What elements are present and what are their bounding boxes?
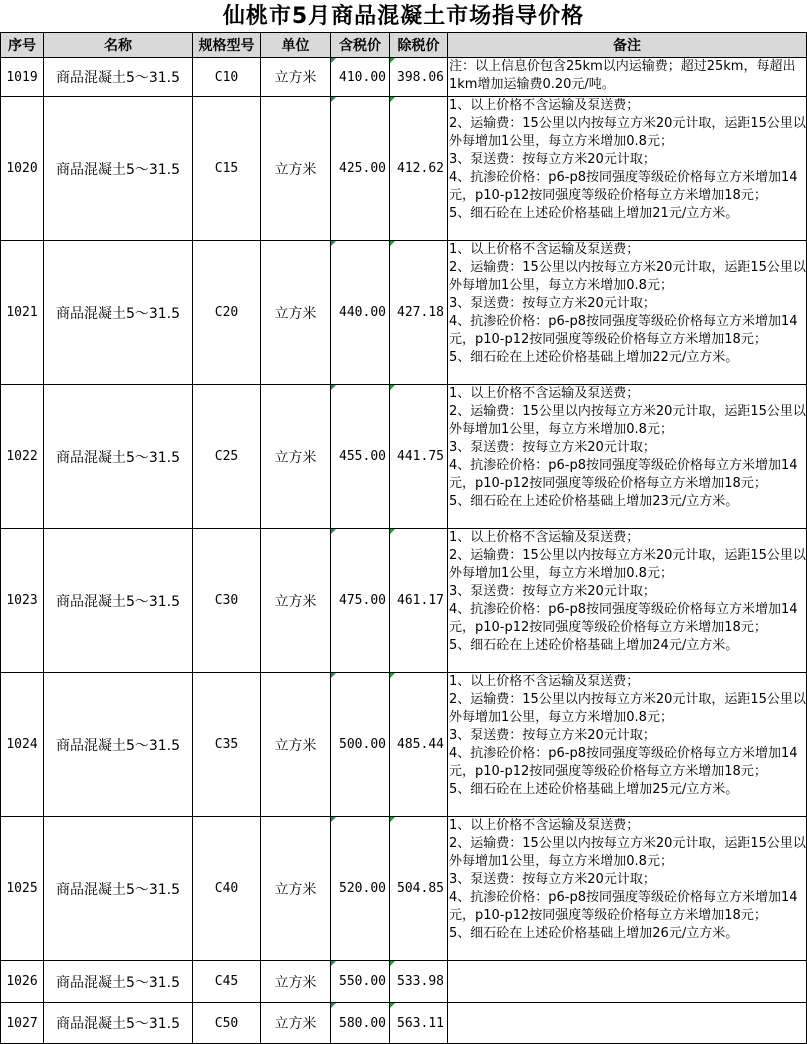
cell-price-tax[interactable]: 550.00 [331, 961, 390, 1003]
cell-id[interactable]: 1026 [1, 961, 44, 1003]
cell-price-notax[interactable]: 427.18 [390, 241, 448, 385]
header-id[interactable]: 序号 [1, 33, 44, 58]
cell-note[interactable] [448, 241, 807, 385]
cell-unit[interactable]: 立方米 [261, 673, 331, 817]
cell-spec[interactable]: C35 [193, 673, 261, 817]
table-row [1, 1003, 807, 1044]
table-row [1, 241, 807, 385]
table-row [1, 673, 807, 817]
cell-id[interactable]: 1021 [1, 241, 44, 385]
cell-spec[interactable]: C20 [193, 241, 261, 385]
note-line: 1、以上价格不含运输及泵送费； [449, 674, 640, 689]
cell-price-notax[interactable]: 441.75 [390, 385, 448, 529]
note-line: 3、泵送费：按每立方米20元计取； [449, 728, 656, 743]
note-line: 5、细石砼在上述砼价格基础上增加22元/立方米。 [449, 350, 739, 365]
note-line: 注：以上信息价包含25km以内运输费；超过25km，每超出1km增加运输费0.20元/吨。 [449, 59, 796, 92]
cell-unit[interactable]: 立方米 [261, 961, 331, 1003]
cell-price-tax[interactable]: 455.00 [331, 385, 390, 529]
cell-unit[interactable]: 立方米 [261, 385, 331, 529]
cell-id[interactable]: 1022 [1, 385, 44, 529]
cell-note[interactable] [448, 58, 807, 97]
note-line: 5、细石砼在上述砼价格基础上增加24元/立方米。 [449, 638, 739, 653]
cell-note[interactable] [448, 529, 807, 673]
cell-price-tax[interactable]: 410.00 [331, 58, 390, 97]
note-line: 3、泵送费：按每立方米20元计取； [449, 584, 656, 599]
cell-price-notax[interactable]: 461.17 [390, 529, 448, 673]
cell-note[interactable] [448, 961, 807, 1003]
note-line: 4、抗渗砼价格：p6-p8按同强度等级砼价格每立方米增加14元，p10-p12按同强度等级砼价格每立方米增加18元； [449, 458, 798, 491]
note-line: 2、运输费：15公里以内按每立方米20元计取，运距15公里以外每增加1公里，每立方米增加0.8元； [449, 116, 806, 149]
cell-price-notax[interactable]: 504.85 [390, 817, 448, 961]
note-line: 5、细石砼在上述砼价格基础上增加23元/立方米。 [449, 494, 739, 509]
cell-name[interactable]: 商品混凝土5～31.5 [44, 241, 193, 385]
note-line: 4、抗渗砼价格：p6-p8按同强度等级砼价格每立方米增加14元，p10-p12按同强度等级砼价格每立方米增加18元； [449, 890, 798, 923]
note-line: 2、运输费：15公里以内按每立方米20元计取，运距15公里以外每增加1公里，每立方米增加0.8元； [449, 260, 806, 293]
cell-unit[interactable]: 立方米 [261, 817, 331, 961]
cell-spec[interactable]: C25 [193, 385, 261, 529]
cell-unit[interactable]: 立方米 [261, 58, 331, 97]
cell-spec[interactable]: C40 [193, 817, 261, 961]
note-line: 2、运输费：15公里以内按每立方米20元计取，运距15公里以外每增加1公里，每立方米增加0.8元； [449, 548, 806, 581]
cell-id[interactable]: 1019 [1, 58, 44, 97]
note-line: 3、泵送费：按每立方米20元计取； [449, 872, 656, 887]
cell-price-notax[interactable]: 485.44 [390, 673, 448, 817]
cell-name[interactable]: 商品混凝土5～31.5 [44, 961, 193, 1003]
cell-id[interactable]: 1023 [1, 529, 44, 673]
cell-price-notax[interactable]: 412.62 [390, 97, 448, 241]
cell-price-notax[interactable]: 563.11 [390, 1003, 448, 1044]
cell-name[interactable]: 商品混凝土5～31.5 [44, 1003, 193, 1044]
cell-note[interactable] [448, 97, 807, 241]
cell-note[interactable] [448, 1003, 807, 1044]
price-table [0, 32, 807, 1044]
cell-note[interactable] [448, 673, 807, 817]
cell-unit[interactable]: 立方米 [261, 97, 331, 241]
cell-price-notax[interactable]: 398.06 [390, 58, 448, 97]
note-line: 4、抗渗砼价格：p6-p8按同强度等级砼价格每立方米增加14元，p10-p12按同强度等级砼价格每立方米增加18元； [449, 170, 798, 203]
note-line: 4、抗渗砼价格：p6-p8按同强度等级砼价格每立方米增加14元，p10-p12按同强度等级砼价格每立方米增加18元； [449, 746, 798, 779]
cell-unit[interactable]: 立方米 [261, 1003, 331, 1044]
sheet-title: 仙桃市5月商品混凝土市场指导价格 [222, 4, 585, 29]
note-line: 4、抗渗砼价格：p6-p8按同强度等级砼价格每立方米增加14元，p10-p12按同强度等级砼价格每立方米增加18元； [449, 314, 798, 347]
header-spec[interactable]: 规格型号 [193, 33, 261, 58]
note-line: 3、泵送费：按每立方米20元计取； [449, 152, 656, 167]
note-line: 3、泵送费：按每立方米20元计取； [449, 296, 656, 311]
note-line: 2、运输费：15公里以内按每立方米20元计取，运距15公里以外每增加1公里，每立方米增加0.8元； [449, 692, 806, 725]
cell-price-tax[interactable]: 520.00 [331, 817, 390, 961]
note-line: 2、运输费：15公里以内按每立方米20元计取，运距15公里以外每增加1公里，每立方米增加0.8元； [449, 836, 806, 869]
cell-id[interactable]: 1025 [1, 817, 44, 961]
note-line: 1、以上价格不含运输及泵送费； [449, 386, 640, 401]
cell-price-notax[interactable]: 533.98 [390, 961, 448, 1003]
note-line: 5、细石砼在上述砼价格基础上增加26元/立方米。 [449, 926, 739, 941]
cell-name[interactable]: 商品混凝土5～31.5 [44, 817, 193, 961]
cell-unit[interactable]: 立方米 [261, 241, 331, 385]
note-line: 4、抗渗砼价格：p6-p8按同强度等级砼价格每立方米增加14元，p10-p12按同强度等级砼价格每立方米增加18元； [449, 602, 798, 635]
note-line: 1、以上价格不含运输及泵送费； [449, 818, 640, 833]
note-line: 5、细石砼在上述砼价格基础上增加25元/立方米。 [449, 782, 739, 797]
cell-spec[interactable]: C50 [193, 1003, 261, 1044]
table-row [1, 961, 807, 1003]
cell-id[interactable]: 1027 [1, 1003, 44, 1044]
table-row [1, 529, 807, 673]
header-price-notax[interactable]: 除税价 [390, 33, 448, 58]
cell-price-tax[interactable]: 425.00 [331, 97, 390, 241]
header-unit[interactable]: 单位 [261, 33, 331, 58]
table-row [1, 58, 807, 97]
note-line: 1、以上价格不含运输及泵送费； [449, 530, 640, 545]
cell-note[interactable] [448, 817, 807, 961]
table-row [1, 385, 807, 529]
cell-name[interactable]: 商品混凝土5～31.5 [44, 673, 193, 817]
header-row [1, 33, 807, 58]
note-line: 5、细石砼在上述砼价格基础上增加21元/立方米。 [449, 206, 739, 221]
cell-price-tax[interactable]: 500.00 [331, 673, 390, 817]
table-row [1, 97, 807, 241]
note-line: 1、以上价格不含运输及泵送费； [449, 98, 640, 113]
header-price-tax[interactable]: 含税价 [331, 33, 390, 58]
cell-name[interactable]: 商品混凝土5～31.5 [44, 58, 193, 97]
note-line: 1、以上价格不含运输及泵送费； [449, 242, 640, 257]
cell-price-tax[interactable]: 475.00 [331, 529, 390, 673]
table-row [1, 817, 807, 961]
cell-id[interactable]: 1024 [1, 673, 44, 817]
header-note[interactable]: 备注 [448, 33, 807, 58]
cell-price-tax[interactable]: 440.00 [331, 241, 390, 385]
header-name[interactable]: 名称 [44, 33, 193, 58]
note-line: 2、运输费：15公里以内按每立方米20元计取，运距15公里以外每增加1公里，每立方米增加0.8元； [449, 404, 806, 437]
note-line: 3、泵送费：按每立方米20元计取； [449, 440, 656, 455]
cell-spec[interactable]: C30 [193, 529, 261, 673]
cell-note[interactable] [448, 385, 807, 529]
cell-spec[interactable]: C15 [193, 97, 261, 241]
cell-price-tax[interactable]: 580.00 [331, 1003, 390, 1044]
cell-name[interactable]: 商品混凝土5～31.5 [44, 97, 193, 241]
cell-unit[interactable]: 立方米 [261, 529, 331, 673]
cell-name[interactable]: 商品混凝土5～31.5 [44, 529, 193, 673]
cell-name[interactable]: 商品混凝土5～31.5 [44, 385, 193, 529]
cell-spec[interactable]: C10 [193, 58, 261, 97]
cell-spec[interactable]: C45 [193, 961, 261, 1003]
cell-id[interactable]: 1020 [1, 97, 44, 241]
